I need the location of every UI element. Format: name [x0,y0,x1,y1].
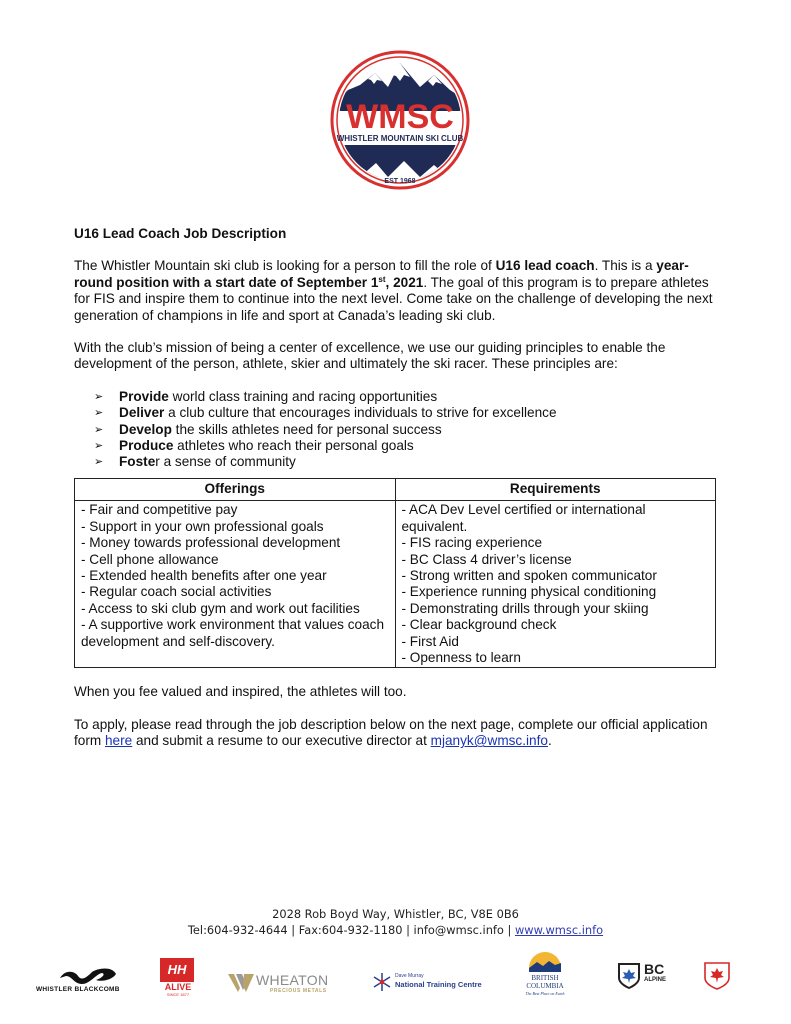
requirement-item: - BC Class 4 driver’s license [401,551,572,567]
list-item [94,422,724,438]
wmsc-logo [330,45,470,195]
footer-contact [0,906,791,938]
bc-columbia-text: COLUMBIA [526,982,564,990]
svg-text:WMSC: WMSC [346,98,454,136]
british-columbia-logo [515,952,575,1002]
snowflake-star-icon [372,972,392,992]
apply-text: . [547,733,552,749]
requirement-item: - Openness to learn [401,649,521,665]
requirement-item: - First Aid [401,633,459,649]
email-link[interactable]: mjanyk@wmsc.info [430,733,548,749]
arrow-bullet-icon: ➢ [94,456,104,469]
bc-alpine-bc-text: BC [644,961,665,977]
requirements-cell [395,501,716,668]
footer-contact-line [0,922,791,938]
requirement-item: - Demonstrating drills through your skiing [401,600,649,616]
offerings-requirements-table [74,478,716,668]
arrow-bullet-icon: ➢ [94,423,104,436]
svg-text:EST 1968: EST 1968 [384,178,416,185]
principle-text: the skills athletes need for personal success [171,421,442,437]
arrow-bullet-icon: ➢ [94,390,104,403]
requirement-item: - Clear background check [401,617,557,633]
hh-mark: HH [160,958,194,982]
start-year: , 2021 [385,274,424,290]
apply-text: To apply, please read through the job description below on the next page, complete our official application form [74,716,708,749]
website-link[interactable]: www.wmsc.info [514,923,604,937]
national-training-centre-logo [372,972,487,996]
apply-paragraph [74,717,724,750]
offering-item: - Regular coach social activities [81,584,272,600]
mission-paragraph: With the club’s mission of being a center of excellence, we use our guiding principles to enable the development of the person, athlete, skier and ultimately the ski racer. These principles are: [74,340,666,372]
footer-phone-fax-email: Tel:604-932-4644 | Fax:604-932-1180 | info@wmsc.info | [187,923,515,937]
bc-alpine-logo [617,962,669,992]
wheaton-w-icon [228,972,254,994]
page-title: U16 Lead Coach Job Description [74,226,287,241]
hh-since-text: SINCE 1877 [166,992,190,997]
job-description [74,226,724,766]
offering-item: - A supportive work environment that values coach development and self-discovery. [81,617,384,649]
offering-item: - Support in your own professional goals [81,518,324,534]
table-row [75,501,716,668]
hh-alive-text: ALIVE [164,982,192,992]
alpine-canada-logo [702,960,732,992]
requirement-item: - Experience running physical conditioning [401,584,657,600]
whistler-blackcomb-logo [32,962,132,996]
bc-tagline-text: The Best Place on Earth [525,991,565,996]
principle-text: athletes who reach their personal goals [173,438,414,454]
sponsor-logos [0,950,791,1005]
whistler-blackcomb-text: WHISTLER BLACKCOMB [36,986,120,993]
intro-paragraph [74,258,724,324]
arrow-bullet-icon: ➢ [94,407,104,420]
principle-verb: Foste [119,454,156,470]
principle-text: world class training and racing opportunities [168,388,438,404]
intro-text: . This is a [594,258,657,274]
list-item [94,405,724,421]
maple-leaf-shield-icon [702,960,732,992]
wheaton-logo [228,972,343,998]
list-item [94,438,724,454]
apply-text: and submit a resume to our executive director at [132,733,431,749]
principle-text: a club culture that encourages individuals to strive for excellence [164,405,557,421]
helly-hansen-logo [160,958,196,1000]
footer-address: 2028 Rob Boyd Way, Whistler, BC, V8E 0B6 [272,907,519,921]
bc-sun-icon [525,952,565,974]
offering-item: - Fair and competitive pay [81,502,238,518]
arrow-bullet-icon: ➢ [94,440,104,453]
principle-verb: Develop [119,421,172,437]
intro-text: The Whistler Mountain ski club is looking for a person to fill the role of [74,258,496,274]
ntc-text: National Training Centre [395,980,482,989]
bc-british-text: BRITISH [531,974,559,982]
list-item [94,454,724,470]
principle-verb: Deliver [119,405,165,421]
offering-item: - Cell phone allowance [81,551,219,567]
list-item [94,389,724,405]
requirement-item: - Strong written and spoken communicator [401,567,657,583]
role-name: U16 lead coach [495,258,595,274]
offering-item: - Money towards professional development [81,535,341,551]
application-form-link[interactable]: here [104,733,133,749]
ordinal-suffix: st [378,274,386,284]
requirement-item: - ACA Dev Level certified or international equivalent. [401,502,646,534]
requirement-item: - FIS racing experience [401,535,543,551]
principle-text: r a sense of community [155,454,296,470]
ntc-small-text: Dave Murray [395,973,424,979]
principle-verb: Provide [119,388,169,404]
wheaton-sub-text: PRECIOUS METALS [270,988,327,994]
offering-item: - Extended health benefits after one year [81,567,327,583]
wheaton-text: WHEATON [256,972,329,988]
bc-alpine-shield-icon [617,962,641,990]
start-date-text: year-round position with a start date of September 1 [74,258,689,290]
intro-text: . The goal of this program is to prepare athletes for FIS and inspire them to continue into the next level. Come take on the challenge of developing the next generation of champions in life and sport at Canada’s leading ski club. [74,274,713,323]
offerings-cell [75,501,396,668]
offerings-header: Offerings [75,478,396,500]
svg-text:WHISTLER MOUNTAIN SKI CLUB: WHISTLER MOUNTAIN SKI CLUB [336,134,464,143]
table-header-row [75,478,716,500]
closing-paragraph: When you fee valued and inspired, the athletes will too. [74,684,407,700]
principles-list [74,389,724,471]
bc-alpine-alpine-text: ALPINE [644,977,667,983]
principle-verb: Produce [119,438,174,454]
requirements-header: Requirements [395,478,716,500]
offering-item: - Access to ski club gym and work out facilities [81,600,360,616]
